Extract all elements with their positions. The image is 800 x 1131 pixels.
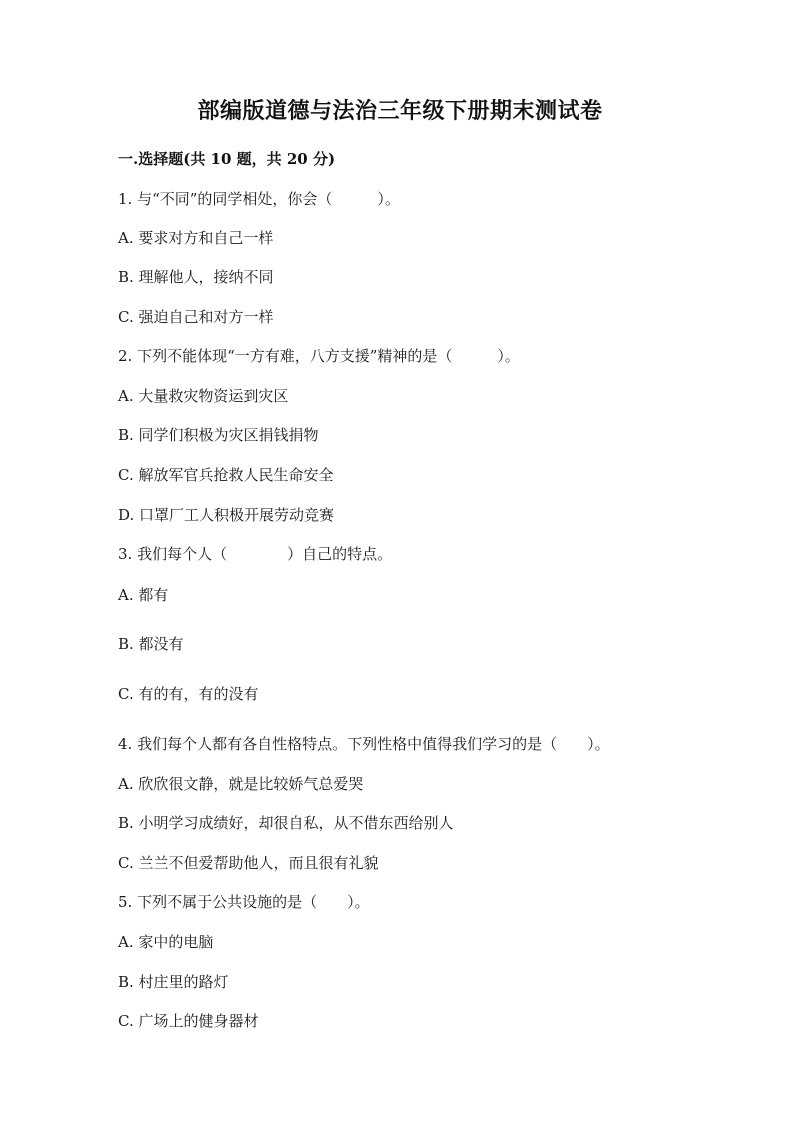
question-1-stem: 1. 与“不同”的同学相处，你会（ ）。: [118, 190, 400, 208]
question-3-option-c: C. 有的有，有的没有: [118, 685, 259, 703]
question-2-option-d: D. 口罩厂工人积极开展劳动竞赛: [118, 506, 335, 524]
question-5-stem: 5. 下列不属于公共设施的是（ ）。: [118, 893, 370, 911]
question-3-stem: 3. 我们每个人（ ）自己的特点。: [118, 545, 393, 563]
question-1-option-a: A. 要求对方和自己一样: [118, 229, 274, 247]
question-1-option-c: C. 强迫自己和对方一样: [118, 308, 274, 326]
page-title: 部编版道德与法治三年级下册期末测试卷: [197, 98, 603, 124]
question-1-option-b: B. 理解他人，接纳不同: [118, 268, 274, 286]
question-3-option-a: A. 都有: [118, 586, 169, 604]
question-4-stem: 4. 我们每个人都有各自性格特点。下列性格中值得我们学习的是（ ）。: [118, 735, 610, 753]
question-2-option-a: A. 大量救灾物资运到灾区: [118, 387, 289, 405]
question-5-option-a: A. 家中的电脑: [118, 933, 214, 951]
section-heading: 一.选择题(共 10 题，共 20 分): [118, 150, 336, 168]
question-4-option-a: A. 欣欣很文静，就是比较娇气总爱哭: [118, 775, 364, 793]
question-3-option-b: B. 都没有: [118, 635, 184, 653]
question-4-option-b: B. 小明学习成绩好，却很自私，从不借东西给别人: [118, 814, 454, 832]
question-5-option-b: B. 村庄里的路灯: [118, 973, 229, 991]
question-2-option-b: B. 同学们积极为灾区捐钱捐物: [118, 426, 319, 444]
question-5-option-c: C. 广场上的健身器材: [118, 1012, 259, 1030]
question-2-option-c: C. 解放军官兵抢救人民生命安全: [118, 466, 334, 484]
question-2-stem: 2. 下列不能体现“一方有难，八方支援”精神的是（ ）。: [118, 347, 520, 365]
question-4-option-c: C. 兰兰不但爱帮助他人，而且很有礼貌: [118, 854, 379, 872]
